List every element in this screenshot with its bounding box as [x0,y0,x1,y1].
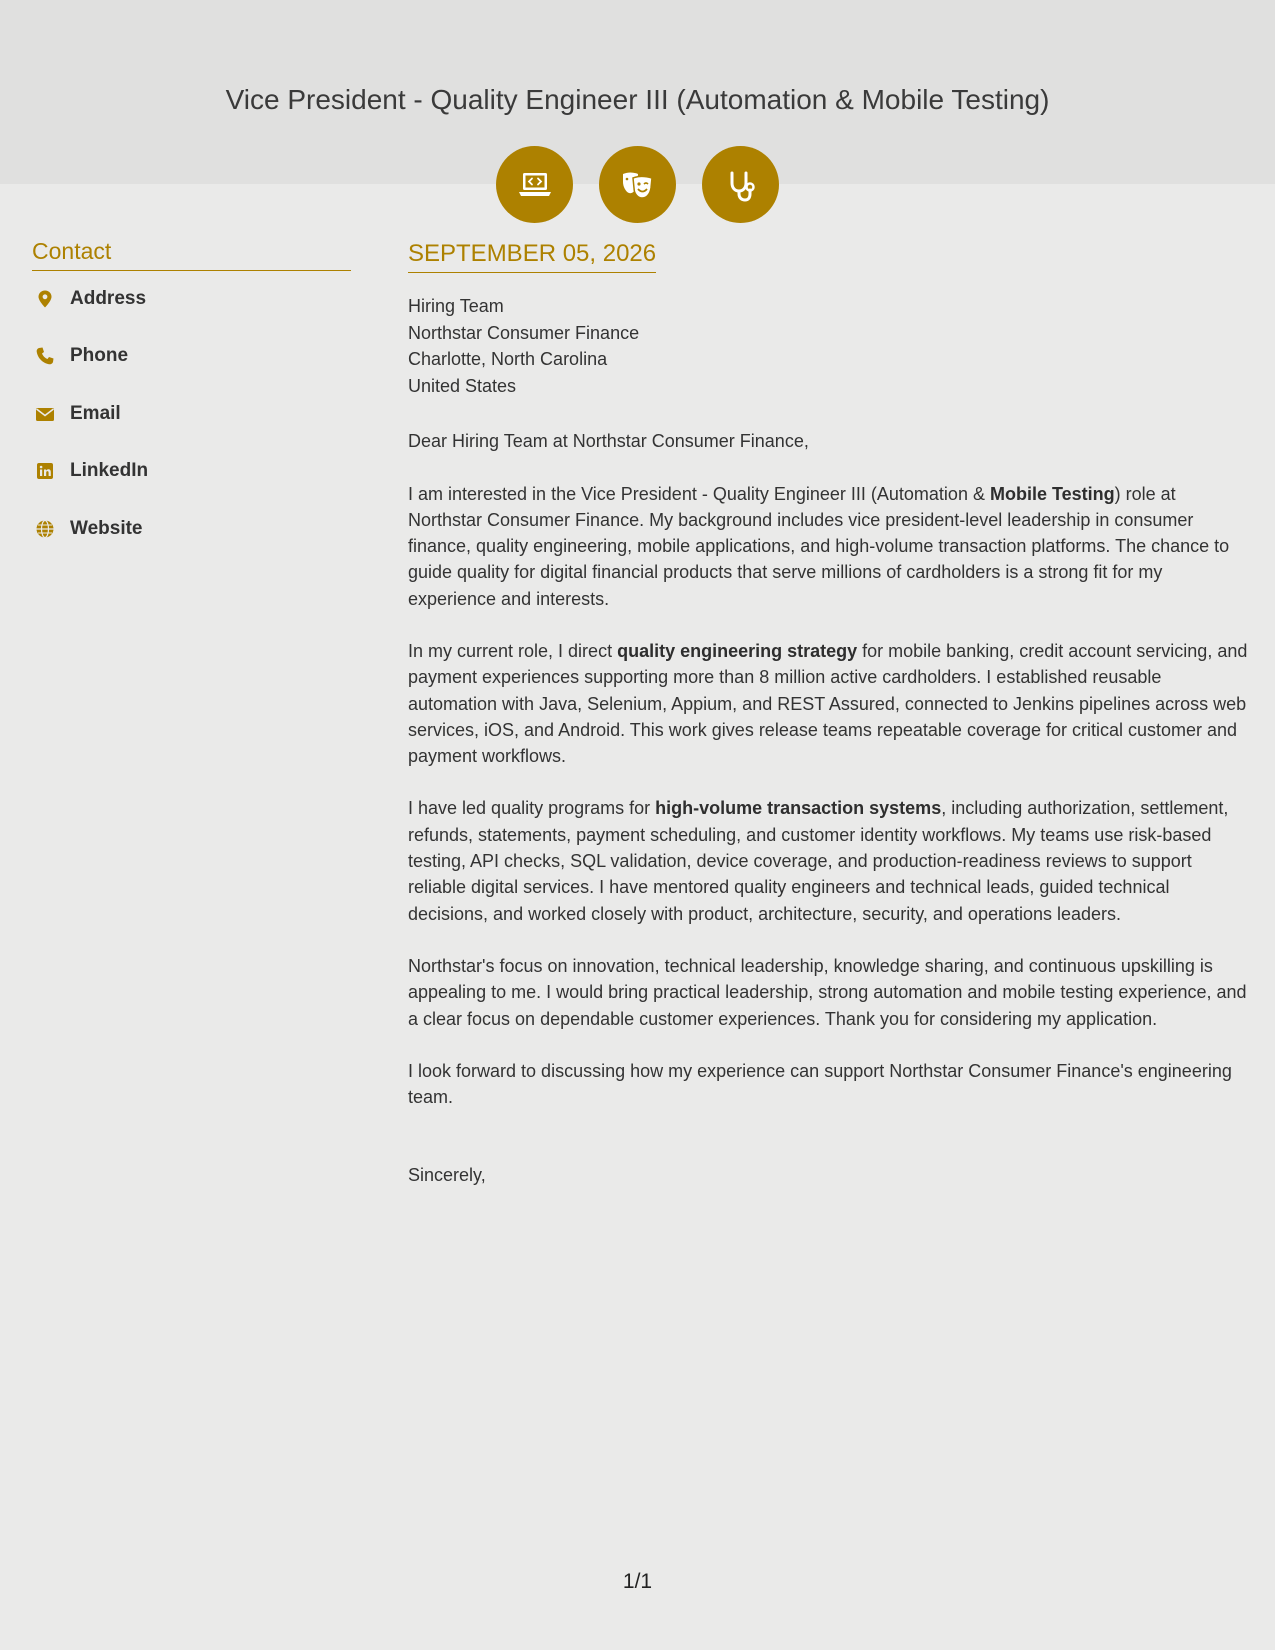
phone-icon [34,345,56,367]
recipient-line: Northstar Consumer Finance [408,322,640,343]
contact-label: LinkedIn [70,460,149,482]
contact-label: Address [70,287,147,309]
recipient-line: Charlotte, North Carolina [408,349,608,369]
map-pin-icon [34,288,56,310]
stethoscope-icon [721,165,761,205]
envelope-icon [34,403,56,425]
letter-paragraph [408,795,1248,926]
globe-icon [34,518,56,540]
contact-item-website[interactable] [32,500,351,558]
paragraph-text: I have led quality programs for [408,798,656,819]
letter-paragraph [408,638,1248,769]
badge-row [496,146,779,223]
cover-letter [408,238,1248,1189]
signoff: Sincerely, [408,1165,486,1186]
recipient-line: United States [408,375,517,396]
letter-paragraph [408,953,1248,1032]
page-number: 1/1 [622,1570,653,1593]
job-title: Vice President - Quality Engineer III (Automation & Mobile Testing) [225,84,1050,115]
contact-item-phone[interactable] [32,328,351,386]
linkedin-icon [34,460,56,482]
contact-label: Email [70,402,121,424]
contact-sidebar [32,236,351,558]
paragraph-text: for mobile banking, credit account servicing, and payment experiences supporting more than 8 million active cardholders. I established reusable automation with Java, Selenium, Appium, and REST Assured, connected to Jenkins pipelines across web services, iOS, and Android. This work gives release teams repeatable coverage for critical customer and payment workflows. [408,640,1248,767]
letter-date: SEPTEMBER 05, 2026 [408,238,656,273]
contact-list [32,270,351,558]
paragraph-text: , including authorization, settlement, refunds, statements, payment scheduling, and customer identity workflows. My teams use risk-based testing, API checks, SQL validation, device coverage, and production-readiness reviews to support reliable digital services. I have mentored quality engineers and technical leads, guided technical decisions, and worked closely with product, architecture, security, and operations leaders. [408,798,1229,924]
paragraph-text: ) role at Northstar Consumer Finance. My background includes vice president-level leadership in consumer finance, quality engineering, mobile applications, and high-volume transaction platforms. The chance to guide quality for digital financial products that serve millions of cardholders is a strong fit for my experience and interests. [408,483,1230,609]
contact-item-address[interactable] [32,270,351,328]
paragraph-text: Northstar's focus on innovation, technical leadership, knowledge sharing, and continuous upskilling is appealing to me. I would bring practical leadership, strong automation and mobile testing experience, and a clear focus on dependable customer experiences. Thank you for considering my application. [408,955,1247,1029]
laptop-code-badge [496,146,573,223]
salutation: Dear Hiring Team at Northstar Consumer Finance, [408,431,809,451]
paragraph-emphasis: high-volume transaction systems [655,798,942,819]
contact-label: Phone [70,345,129,367]
theater-masks-icon [618,165,658,205]
paragraph-emphasis: quality engineering strategy [617,640,858,661]
recipient-address [408,293,1248,399]
theater-masks-badge [599,146,676,223]
paragraph-emphasis: Mobile Testing [989,483,1115,504]
contact-label: Website [70,517,143,539]
contact-item-email[interactable] [32,385,351,443]
recipient-line: Hiring Team [408,296,504,316]
closing-paragraph: I look forward to discussing how my experience can support Northstar Consumer Finance's engineering team. [408,1060,1232,1108]
paragraph-text: In my current role, I direct [408,640,618,661]
letter-paragraph [408,481,1248,612]
stethoscope-badge [702,146,779,223]
laptop-code-icon [515,165,555,205]
paragraph-text: I am interested in the Vice President - Quality Engineer III (Automation & [408,483,990,504]
contact-heading: Contact [32,236,351,271]
contact-item-linkedin[interactable] [32,443,351,501]
